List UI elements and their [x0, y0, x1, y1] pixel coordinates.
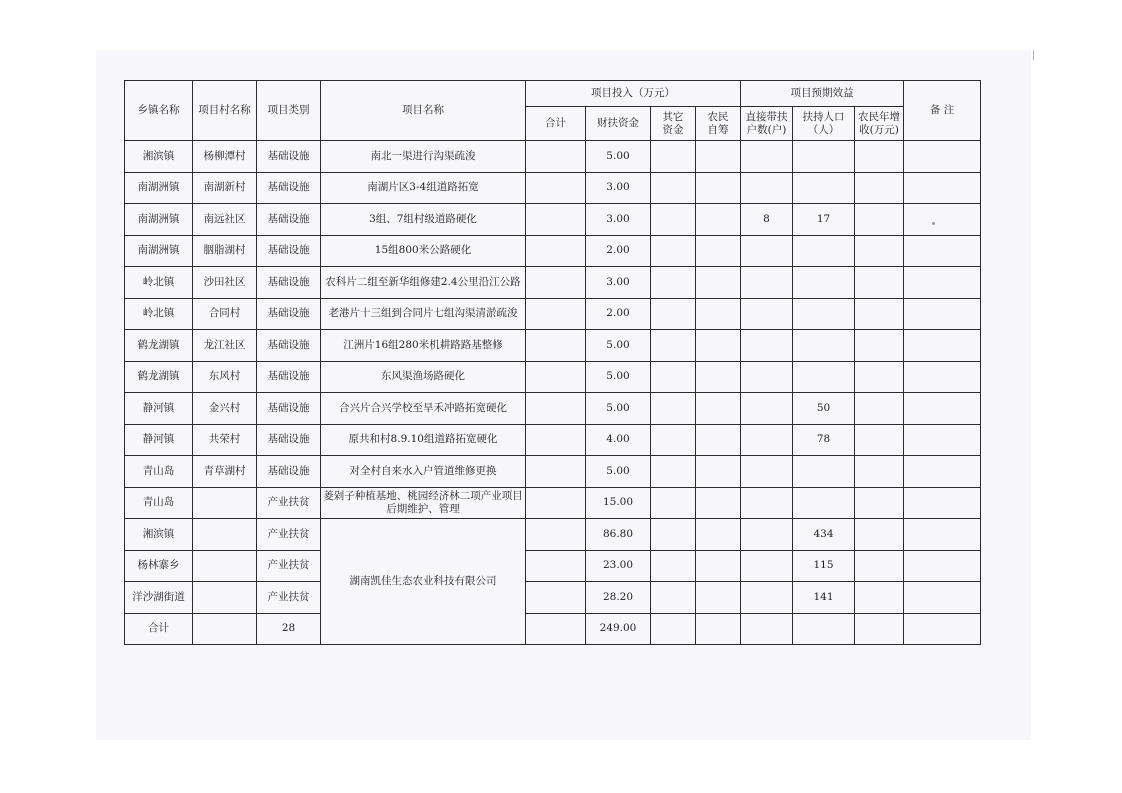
households-cell: [741, 393, 793, 425]
total-cell: [526, 393, 586, 425]
farmer-cell: [696, 613, 741, 645]
farmer-cell: [696, 487, 741, 519]
town-cell: 青山岛: [125, 456, 193, 488]
farmer-cell: [696, 456, 741, 488]
people-cell: [793, 613, 855, 645]
total-cell: [526, 330, 586, 362]
category-cell: 基础设施: [257, 235, 321, 267]
table-row: [125, 424, 981, 456]
other-cell: [651, 487, 696, 519]
income-cell: [855, 487, 904, 519]
total-cell: [526, 235, 586, 267]
farmer-cell: [696, 141, 741, 173]
village-cell: [193, 487, 257, 519]
people-cell: 141: [793, 582, 855, 614]
fund-total-cell: 249.00: [586, 613, 651, 645]
fund-cell: 3.00: [586, 172, 651, 204]
remark-cell: [904, 267, 981, 299]
total-cell: [526, 582, 586, 614]
remark-cell: [904, 613, 981, 645]
fund-cell: 2.00: [586, 298, 651, 330]
project-table: [124, 80, 981, 645]
farmer-cell: [696, 267, 741, 299]
households-cell: [741, 550, 793, 582]
farmer-cell: [696, 519, 741, 551]
project-cell: 菱剁子种植基地、桃园经济林二项产业项目后期维护、管理: [321, 487, 526, 519]
table-row: [125, 456, 981, 488]
households-cell: [741, 330, 793, 362]
people-cell: [793, 330, 855, 362]
town-cell: 南湖洲镇: [125, 235, 193, 267]
project-cell: 老港片十三组到合同片七组沟渠清淤疏浚: [321, 298, 526, 330]
other-cell: [651, 519, 696, 551]
remark-cell: [904, 172, 981, 204]
fund-cell: 3.00: [586, 204, 651, 236]
fund-cell: 15.00: [586, 487, 651, 519]
town-cell: 湘滨镇: [125, 519, 193, 551]
village-cell: 南远社区: [193, 204, 257, 236]
people-cell: 115: [793, 550, 855, 582]
header-other: 其它 资金: [651, 107, 696, 141]
town-cell: 青山岛: [125, 487, 193, 519]
project-count-cell: 28: [257, 613, 321, 645]
category-cell: 基础设施: [257, 424, 321, 456]
other-cell: [651, 298, 696, 330]
table-row: [125, 235, 981, 267]
income-cell: [855, 613, 904, 645]
category-cell: 基础设施: [257, 393, 321, 425]
income-cell: [855, 330, 904, 362]
households-cell: [741, 141, 793, 173]
total-cell: [526, 172, 586, 204]
households-cell: [741, 267, 793, 299]
table-row: [125, 298, 981, 330]
header-investment: 项目投入（万元）: [526, 81, 741, 107]
income-cell: [855, 172, 904, 204]
other-cell: [651, 424, 696, 456]
village-cell: 胭脂湖村: [193, 235, 257, 267]
income-cell: [855, 393, 904, 425]
other-cell: [651, 550, 696, 582]
total-cell: [526, 361, 586, 393]
project-cell: 对全村自来水入户管道维修更换: [321, 456, 526, 488]
other-cell: [651, 141, 696, 173]
farmer-cell: [696, 172, 741, 204]
table-row: [125, 582, 981, 614]
header-remark: 备 注: [904, 81, 981, 141]
income-cell: [855, 519, 904, 551]
total-cell: [526, 298, 586, 330]
category-cell: 产业扶贫: [257, 487, 321, 519]
merged-project-cell: 湖南凯佳生态农业科技有限公司: [321, 519, 526, 645]
fund-cell: 5.00: [586, 361, 651, 393]
remark-cell: [904, 519, 981, 551]
table-row: [125, 487, 981, 519]
project-cell: 合兴片合兴学校至旱禾冲路拓宽硬化: [321, 393, 526, 425]
other-cell: [651, 172, 696, 204]
farmer-cell: [696, 298, 741, 330]
village-cell: 杨柳潭村: [193, 141, 257, 173]
project-cell: 江洲片16组280米机耕路路基整修: [321, 330, 526, 362]
households-cell: [741, 519, 793, 551]
page-edge-mark: [1025, 50, 1034, 60]
town-cell: 洋沙湖街道: [125, 582, 193, 614]
remark-cell: [904, 582, 981, 614]
town-cell: 南湖洲镇: [125, 204, 193, 236]
header-fund: 财扶资金: [586, 107, 651, 141]
fund-cell: 3.00: [586, 267, 651, 299]
total-cell: [526, 267, 586, 299]
remark-cell: [904, 424, 981, 456]
category-cell: 产业扶贫: [257, 582, 321, 614]
income-cell: [855, 141, 904, 173]
remark-cell: [904, 235, 981, 267]
total-label-cell: 合计: [125, 613, 193, 645]
fund-cell: 4.00: [586, 424, 651, 456]
households-cell: [741, 424, 793, 456]
remark-cell: [904, 487, 981, 519]
farmer-cell: [696, 361, 741, 393]
header-people: 扶持人口 （人）: [793, 107, 855, 141]
people-cell: [793, 172, 855, 204]
people-cell: 50: [793, 393, 855, 425]
farmer-cell: [696, 550, 741, 582]
table-row: [125, 393, 981, 425]
people-cell: [793, 361, 855, 393]
header-category: 项目类别: [257, 81, 321, 141]
people-cell: [793, 267, 855, 299]
town-cell: 鹤龙湖镇: [125, 361, 193, 393]
village-cell: [193, 550, 257, 582]
remark-cell: [904, 204, 981, 236]
remark-cell: [904, 550, 981, 582]
project-cell: 南湖片区3-4组道路拓宽: [321, 172, 526, 204]
people-cell: [793, 235, 855, 267]
income-cell: [855, 204, 904, 236]
village-cell: 青草湖村: [193, 456, 257, 488]
other-cell: [651, 235, 696, 267]
village-cell: 共荣村: [193, 424, 257, 456]
farmer-cell: [696, 424, 741, 456]
town-cell: 岭北镇: [125, 298, 193, 330]
town-cell: 静河镇: [125, 393, 193, 425]
village-cell: 龙江社区: [193, 330, 257, 362]
category-cell: 基础设施: [257, 267, 321, 299]
project-cell: 农科片二组至新华组修建2.4公里沿江公路: [321, 267, 526, 299]
total-cell: [526, 424, 586, 456]
farmer-cell: [696, 393, 741, 425]
total-cell: [526, 141, 586, 173]
total-cell: [526, 550, 586, 582]
people-cell: 78: [793, 424, 855, 456]
town-cell: 湘滨镇: [125, 141, 193, 173]
total-cell: [526, 456, 586, 488]
fund-cell: 86.80: [586, 519, 651, 551]
income-cell: [855, 424, 904, 456]
farmer-cell: [696, 235, 741, 267]
fund-cell: 5.00: [586, 141, 651, 173]
village-cell: [193, 582, 257, 614]
village-cell: 南湖新村: [193, 172, 257, 204]
income-cell: [855, 267, 904, 299]
other-cell: [651, 204, 696, 236]
category-cell: 基础设施: [257, 298, 321, 330]
fund-cell: 5.00: [586, 456, 651, 488]
town-cell: 南湖洲镇: [125, 172, 193, 204]
header-farmer: 农民 自筹: [696, 107, 741, 141]
table-row: [125, 267, 981, 299]
village-cell: 合同村: [193, 298, 257, 330]
income-cell: [855, 582, 904, 614]
village-cell: 东风村: [193, 361, 257, 393]
category-cell: 基础设施: [257, 141, 321, 173]
table-row: [125, 519, 981, 551]
households-cell: [741, 235, 793, 267]
header-project: 项目名称: [321, 81, 526, 141]
households-cell: [741, 613, 793, 645]
table-row: [125, 141, 981, 173]
income-cell: [855, 550, 904, 582]
header-households: 直接带扶 户数(户): [741, 107, 793, 141]
other-cell: [651, 393, 696, 425]
farmer-cell: [696, 330, 741, 362]
households-cell: [741, 298, 793, 330]
people-cell: [793, 487, 855, 519]
fund-cell: 23.00: [586, 550, 651, 582]
people-cell: [793, 141, 855, 173]
village-cell: 沙田社区: [193, 267, 257, 299]
income-cell: [855, 361, 904, 393]
other-cell: [651, 330, 696, 362]
village-cell: 金兴村: [193, 393, 257, 425]
fund-cell: 5.00: [586, 330, 651, 362]
town-cell: 杨林寨乡: [125, 550, 193, 582]
fund-cell: 28.20: [586, 582, 651, 614]
town-cell: 静河镇: [125, 424, 193, 456]
other-cell: [651, 582, 696, 614]
town-cell: 岭北镇: [125, 267, 193, 299]
farmer-cell: [696, 582, 741, 614]
remark-cell: [904, 141, 981, 173]
header-village: 项目村名称: [193, 81, 257, 141]
table-row: [125, 204, 981, 236]
households-cell: 8: [741, 204, 793, 236]
project-cell: 原共和村8.9.10组道路拓宽硬化: [321, 424, 526, 456]
remark-cell: [904, 298, 981, 330]
people-cell: 17: [793, 204, 855, 236]
other-cell: [651, 361, 696, 393]
remark-cell: [904, 330, 981, 362]
households-cell: [741, 487, 793, 519]
total-cell: [526, 204, 586, 236]
header-row-1: [125, 81, 981, 107]
category-cell: 基础设施: [257, 361, 321, 393]
table-row: [125, 172, 981, 204]
project-cell: 15组800米公路硬化: [321, 235, 526, 267]
category-cell: 产业扶贫: [257, 550, 321, 582]
fund-cell: 2.00: [586, 235, 651, 267]
other-cell: [651, 267, 696, 299]
empty-cell: [193, 613, 257, 645]
project-cell: 南北一渠进行沟渠疏浚: [321, 141, 526, 173]
category-cell: 基础设施: [257, 204, 321, 236]
header-benefit: 项目预期效益: [741, 81, 904, 107]
village-cell: [193, 519, 257, 551]
people-cell: [793, 298, 855, 330]
income-cell: [855, 456, 904, 488]
people-cell: [793, 456, 855, 488]
people-cell: 434: [793, 519, 855, 551]
fund-cell: 5.00: [586, 393, 651, 425]
households-cell: [741, 361, 793, 393]
category-cell: 基础设施: [257, 172, 321, 204]
households-cell: [741, 172, 793, 204]
total-row: [125, 613, 981, 645]
table-row: [125, 550, 981, 582]
total-cell: [526, 519, 586, 551]
total-cell: [526, 613, 586, 645]
town-cell: 鹤龙湖镇: [125, 330, 193, 362]
header-total: 合计: [526, 107, 586, 141]
households-cell: [741, 582, 793, 614]
category-cell: 基础设施: [257, 456, 321, 488]
income-cell: [855, 235, 904, 267]
category-cell: 基础设施: [257, 330, 321, 362]
category-cell: 产业扶贫: [257, 519, 321, 551]
remark-cell: [904, 456, 981, 488]
remark-cell: [904, 393, 981, 425]
header-income: 农民年增 收(万元): [855, 107, 904, 141]
farmer-cell: [696, 204, 741, 236]
households-cell: [741, 456, 793, 488]
other-cell: [651, 456, 696, 488]
other-cell: [651, 613, 696, 645]
table-row: [125, 330, 981, 362]
total-cell: [526, 487, 586, 519]
project-cell: 3组、7组村级道路硬化: [321, 204, 526, 236]
remark-cell: [904, 361, 981, 393]
header-town: 乡镇名称: [125, 81, 193, 141]
table-row: [125, 361, 981, 393]
income-cell: [855, 298, 904, 330]
project-cell: 东风渠渔场路硬化: [321, 361, 526, 393]
